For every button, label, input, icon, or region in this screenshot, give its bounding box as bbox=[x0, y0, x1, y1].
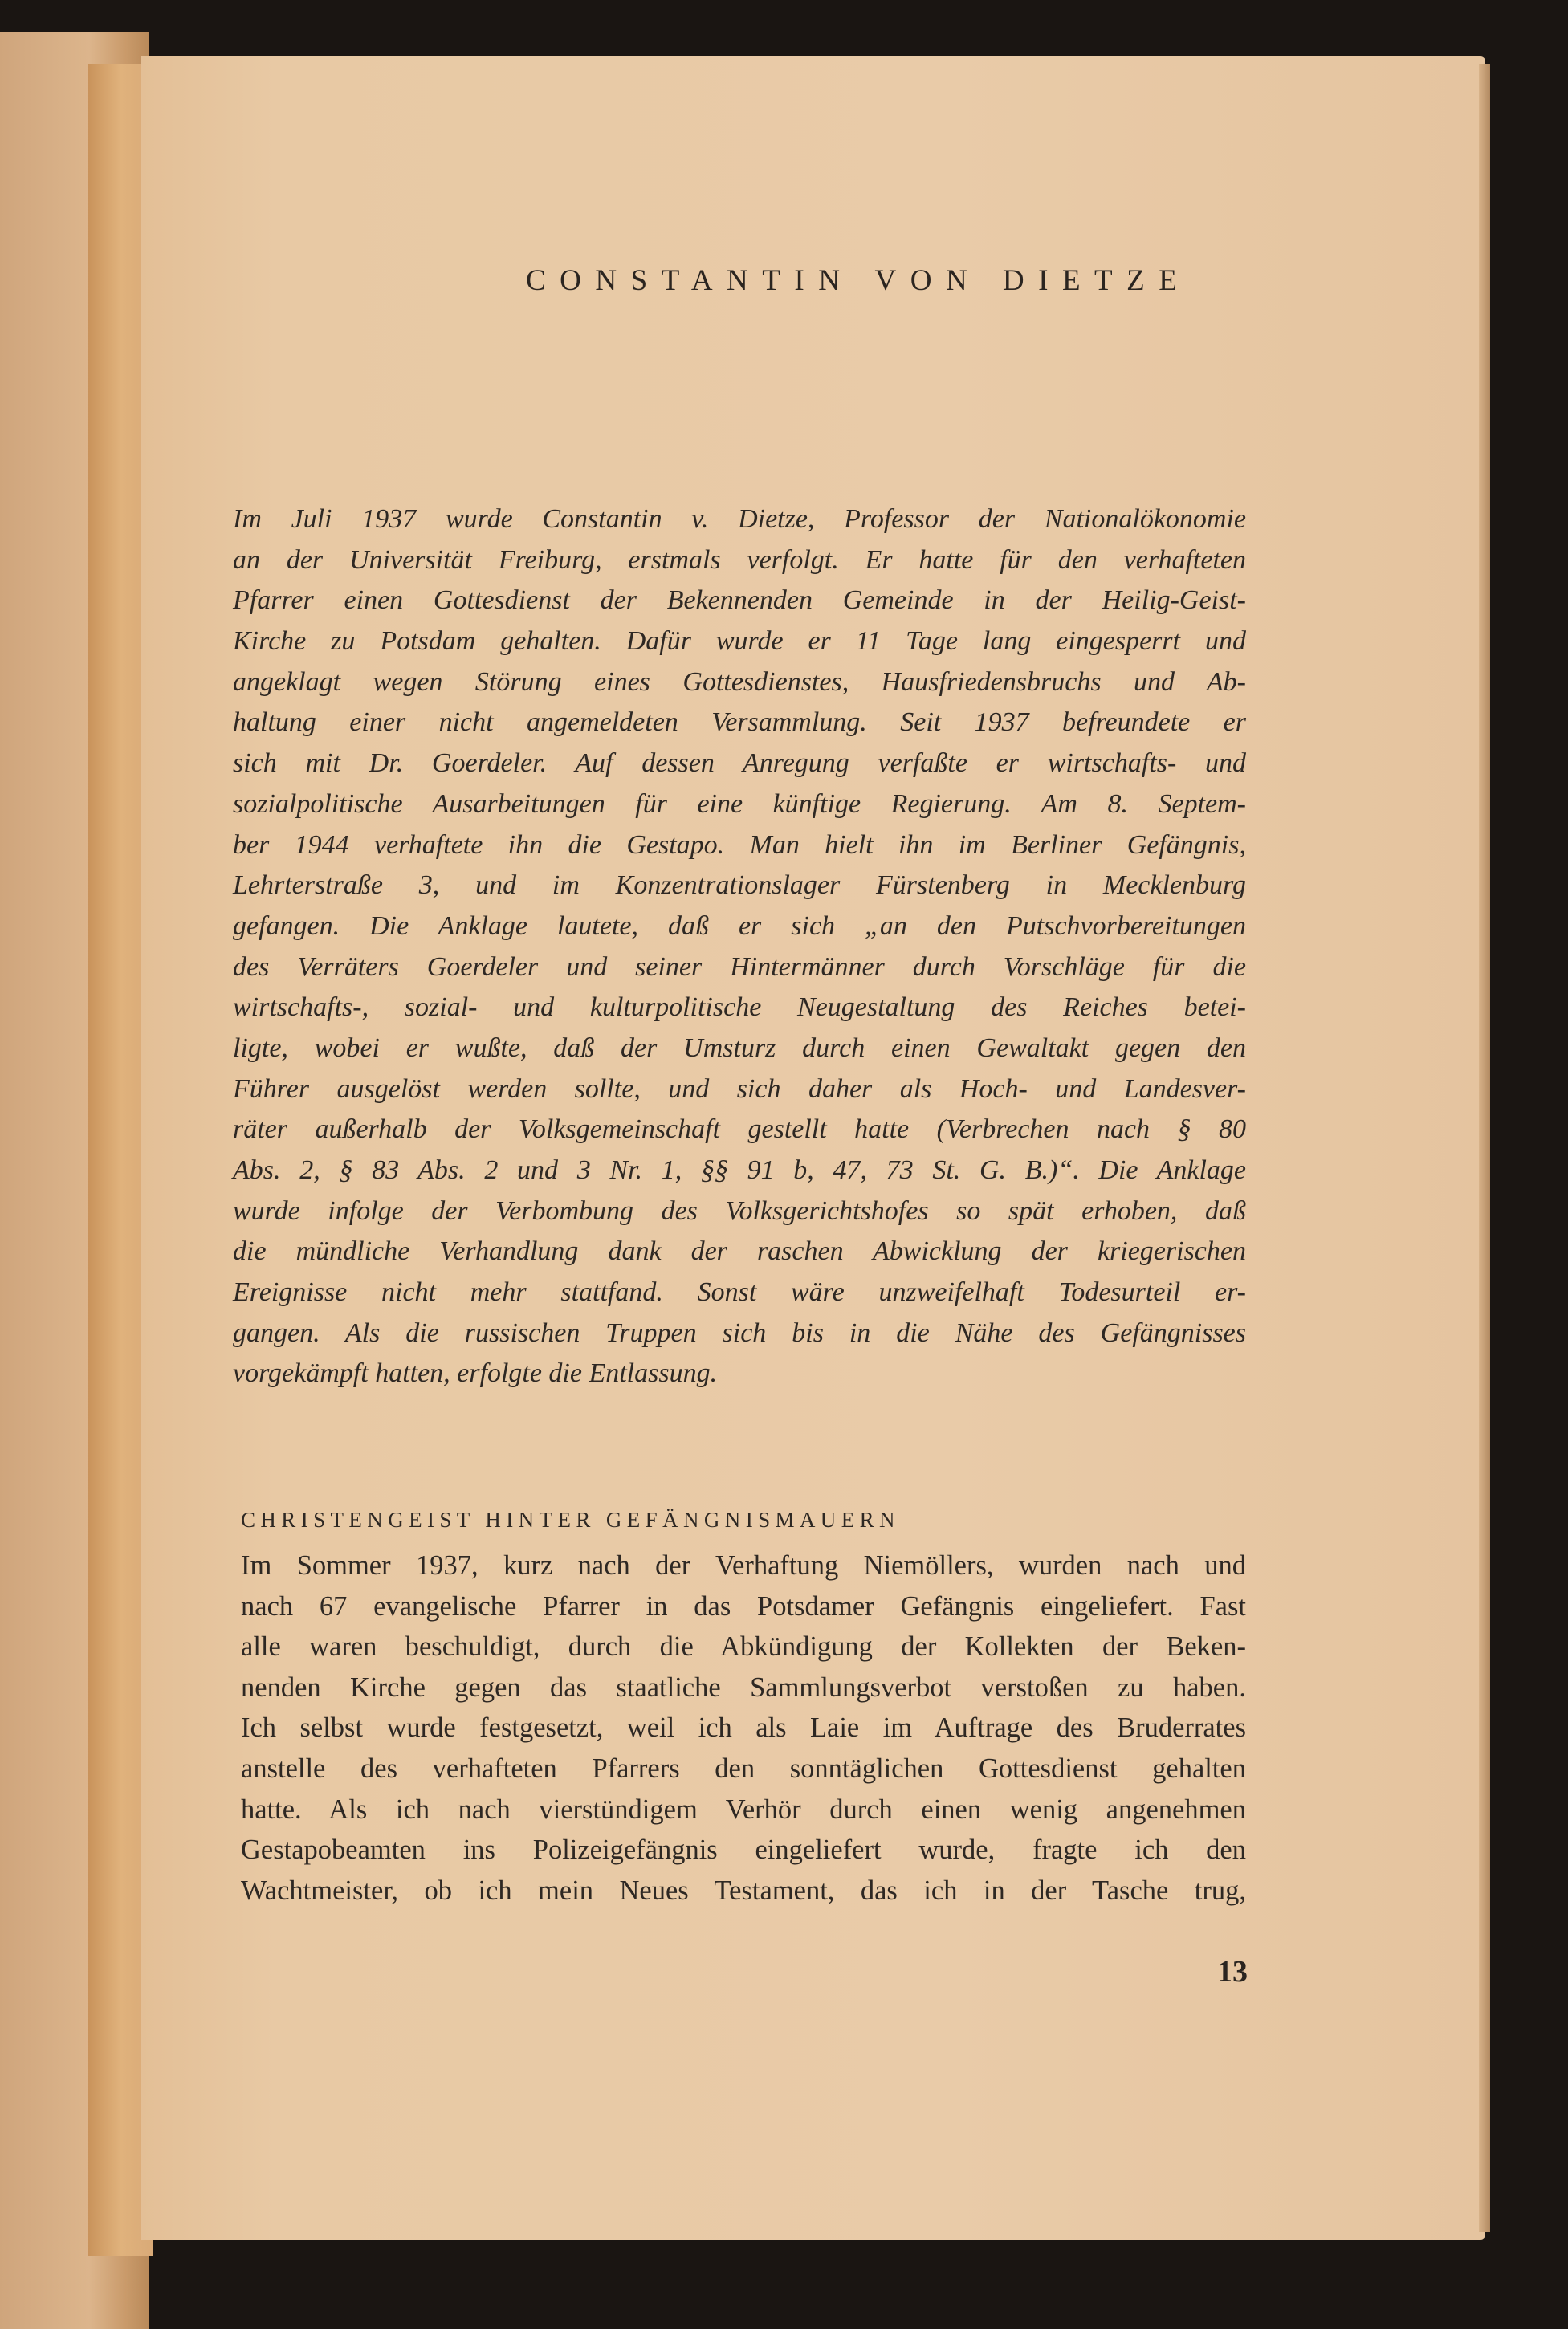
page-stack-edge bbox=[1479, 64, 1490, 2232]
text-line: Wachtmeister, ob ich mein Neues Testament, das ich in der Tasche trug, bbox=[241, 1875, 1246, 1906]
text-line: haltung einer nicht angemeldeten Versammlung. Seit 1937 befreundete er bbox=[233, 707, 1246, 738]
text-line: Gestapobeamten ins Polizeigefängnis eingeliefert wurde, fragte ich den bbox=[241, 1834, 1246, 1866]
intro-paragraph bbox=[233, 499, 1246, 1395]
body-paragraph bbox=[241, 1545, 1246, 1911]
running-head: CONSTANTIN VON DIETZE bbox=[526, 264, 1191, 297]
section-heading: CHRISTENGEIST HINTER GEFÄNGNISMAUERN bbox=[241, 1508, 900, 1532]
text-line: alle waren beschuldigt, durch die Abkündigung der Kollekten der Beken- bbox=[241, 1631, 1246, 1663]
text-line: Ereignisse nicht mehr stattfand. Sonst wäre unzweifelhaft Todesurteil er- bbox=[233, 1277, 1246, 1308]
text-line: räter außerhalb der Volksgemeinschaft gestellt hatte (Verbrechen nach § 80 bbox=[233, 1114, 1246, 1145]
text-line: des Verräters Goerdeler und seiner Hintermänner durch Vorschläge für die bbox=[233, 951, 1246, 982]
text-line: anstelle des verhafteten Pfarrers den sonntäglichen Gottesdienst gehalten bbox=[241, 1753, 1246, 1784]
page-number: 13 bbox=[1217, 1955, 1248, 1989]
text-line: wirtschafts-, sozial- und kulturpolitische Neugestaltung des Reiches betei- bbox=[233, 992, 1246, 1023]
text-line: Kirche zu Potsdam gehalten. Dafür wurde er 11 Tage lang eingesperrt und bbox=[233, 626, 1246, 657]
text-line: Im Sommer 1937, kurz nach der Verhaftung Niemöllers, wurden nach und bbox=[241, 1550, 1246, 1581]
text-line: Pfarrer einen Gottesdienst der Bekennenden Gemeinde in der Heilig-Geist- bbox=[233, 585, 1246, 616]
text-line: angeklagt wegen Störung eines Gottesdienstes, Hausfriedensbruchs und Ab- bbox=[233, 666, 1246, 697]
text-line: Ich selbst wurde festgesetzt, weil ich als Laie im Auftrage des Bruderrates bbox=[241, 1712, 1246, 1744]
text-line: vorgekämpft hatten, erfolgte die Entlassung. bbox=[233, 1358, 718, 1389]
text-line: an der Universität Freiburg, erstmals verfolgt. Er hatte für den verhafteten bbox=[233, 544, 1246, 575]
text-line: hatte. Als ich nach vierstündigem Verhör durch einen wenig angenehmen bbox=[241, 1794, 1246, 1825]
text-line: nenden Kirche gegen das staatliche Sammlungsverbot verstoßen zu haben. bbox=[241, 1671, 1246, 1703]
text-line: gefangen. Die Anklage lautete, daß er sich „an den Putschvorbereitungen bbox=[233, 910, 1246, 941]
text-line: Abs. 2, § 83 Abs. 2 und 3 Nr. 1, §§ 91 b, 47, 73 St. G. B.)“. Die Anklage bbox=[233, 1155, 1246, 1185]
text-line: die mündliche Verhandlung dank der raschen Abwicklung der kriegerischen bbox=[233, 1236, 1246, 1267]
text-line: Im Juli 1937 wurde Constantin v. Dietze, Professor der Nationalökonomie bbox=[233, 504, 1246, 534]
text-line: sozialpolitische Ausarbeitungen für eine künftige Regierung. Am 8. Septem- bbox=[233, 788, 1246, 819]
text-line: Lehrterstraße 3, und im Konzentrationslager Fürstenberg in Mecklenburg bbox=[233, 870, 1246, 901]
text-line: wurde infolge der Verbombung des Volksgerichtshofes so spät erhoben, daß bbox=[233, 1195, 1246, 1226]
text-line: nach 67 evangelische Pfarrer in das Potsdamer Gefängnis eingeliefert. Fast bbox=[241, 1590, 1246, 1622]
text-line: gangen. Als die russischen Truppen sich bis in die Nähe des Gefängnisses bbox=[233, 1317, 1246, 1348]
text-line: ber 1944 verhaftete ihn die Gestapo. Man hielt ihn im Berliner Gefängnis, bbox=[233, 829, 1246, 860]
text-line: sich mit Dr. Goerdeler. Auf dessen Anregung verfaßte er wirtschafts- und bbox=[233, 748, 1246, 779]
text-line: Führer ausgelöst werden sollte, und sich daher als Hoch- und Landesver- bbox=[233, 1073, 1246, 1104]
text-line: ligte, wobei er wußte, daß der Umsturz durch einen Gewaltakt gegen den bbox=[233, 1032, 1246, 1063]
